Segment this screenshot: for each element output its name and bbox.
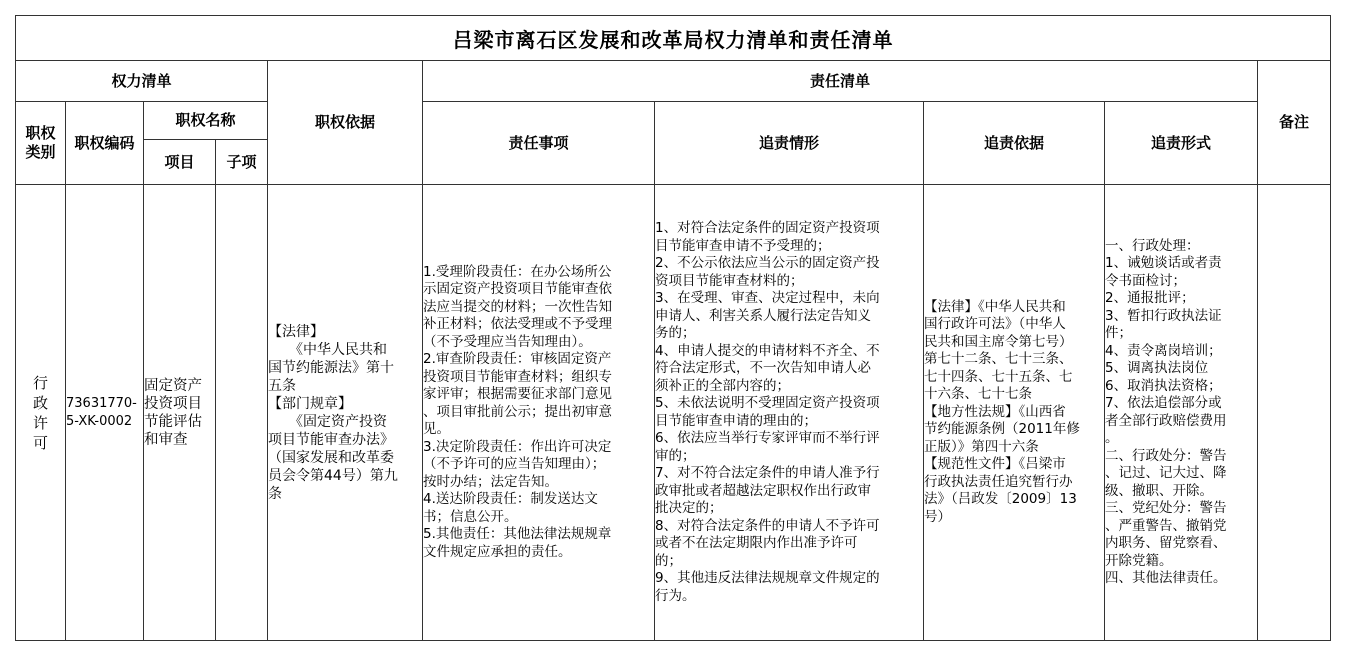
header-duty: 责任事项 [423,102,655,185]
cell-basis: 【法律】 《中华人民共和 国节约能源法》第十 五条 【部门规章】 《固定资产投资 项目节能审查办法》 （国家发展和改革委 员会令第44号）第九 条 [268,185,423,641]
header-power-name: 职权名称 [144,102,268,140]
header-accountability-form: 追责形式 [1105,102,1258,185]
cell-item: 固定资产 投资项目 节能评估 和审查 [144,185,216,641]
cell-accountability-form: 一、行政处理： 1、诫勉谈话或者责 令书面检讨； 2、通报批评； 3、暂扣行政执法证 件； 4、责令离岗培训； 5、调离执法岗位 6、取消执法资格； 7、依法追偿部分或 者全部行政赔偿费用 。 二、行政处分：警告 、记过、记大过、降 级、撤职、开除。 三、党纪处分：警告 、严重警告、撤销党 内职务、留党察看、 开除党籍。 四、其他法律责任。 [1105,185,1258,641]
header-power-list: 权力清单 [16,61,268,102]
cell-category: 行 政 许 可 [16,185,66,641]
table-row [16,185,1331,641]
header-remarks: 备注 [1258,61,1331,185]
header-basis: 职权依据 [268,61,423,185]
header-power-category: 职权 类别 [16,102,66,185]
cell-code: 73631770- 5-XK-0002 [66,185,144,641]
cell-sub-item [216,185,268,641]
sheet-title: 吕梁市离石区发展和改革局权力清单和责任清单 [16,16,1331,61]
header-item: 项目 [144,140,216,185]
header-power-code: 职权编码 [66,102,144,185]
header-responsibility-list: 责任清单 [423,61,1258,102]
cell-accountability-basis: 【法律】《中华人民共和 国行政许可法》（中华人 民共和国主席令第七号） 第七十二条、七十三条、 七十四条、七十五条、七 十六条、七十七条 【地方性法规】《山西省 节约能源条例（2011年修 正版）》第四十六条 【规范性文件】《吕梁市 行政执法责任追究暂行办 法》（吕政发〔2009〕13 号） [924,185,1105,641]
cell-accountability-case: 1、对符合法定条件的固定资产投资项 目节能审查申请不予受理的； 2、不公示依法应当公示的固定资产投 资项目节能审查材料的； 3、在受理、审查、决定过程中，未向 申请人、利害关系人履行法定告知义 务的； 4、申请人提交的申请材料不齐全、不 符合法定形式，不一次告知申请人必 须补正的全部内容的； 5、未依法说明不受理固定资产投资项 目节能审查申请的理由的； 6、依法应当举行专家评审而不举行评 审的； 7、对不符合法定条件的申请人准予行 政审批或者超越法定职权作出行政审 批决定的； 8、对符合法定条件的申请人不予许可 或者不在法定期限内作出准予许可 的； 9、其他违反法律法规规章文件规定的 行为。 [655,185,924,641]
cell-duty: 1.受理阶段责任：在办公场所公 示固定资产投资项目节能审查依 法应当提交的材料；一次性告知 补正材料；依法受理或不予受理 （不予受理应当告知理由）。 2.审查阶段责任：审核固定资产 投资项目节能审查材料；组织专 家评审；根据需要征求部门意见 、项目审批前公示；提出初审意 见。 3.决定阶段责任：作出许可决定 （不予许可的应当告知理由）； 按时办结；法定告知。 4.送达阶段责任：制发送达文 书；信息公开。 5.其他责任：其他法律法规规章 文件规定应承担的责任。 [423,185,655,641]
cell-remarks [1258,185,1331,641]
header-sub-item: 子项 [216,140,268,185]
header-accountability-basis: 追责依据 [924,102,1105,185]
power-responsibility-table [15,15,1331,641]
header-accountability-case: 追责情形 [655,102,924,185]
